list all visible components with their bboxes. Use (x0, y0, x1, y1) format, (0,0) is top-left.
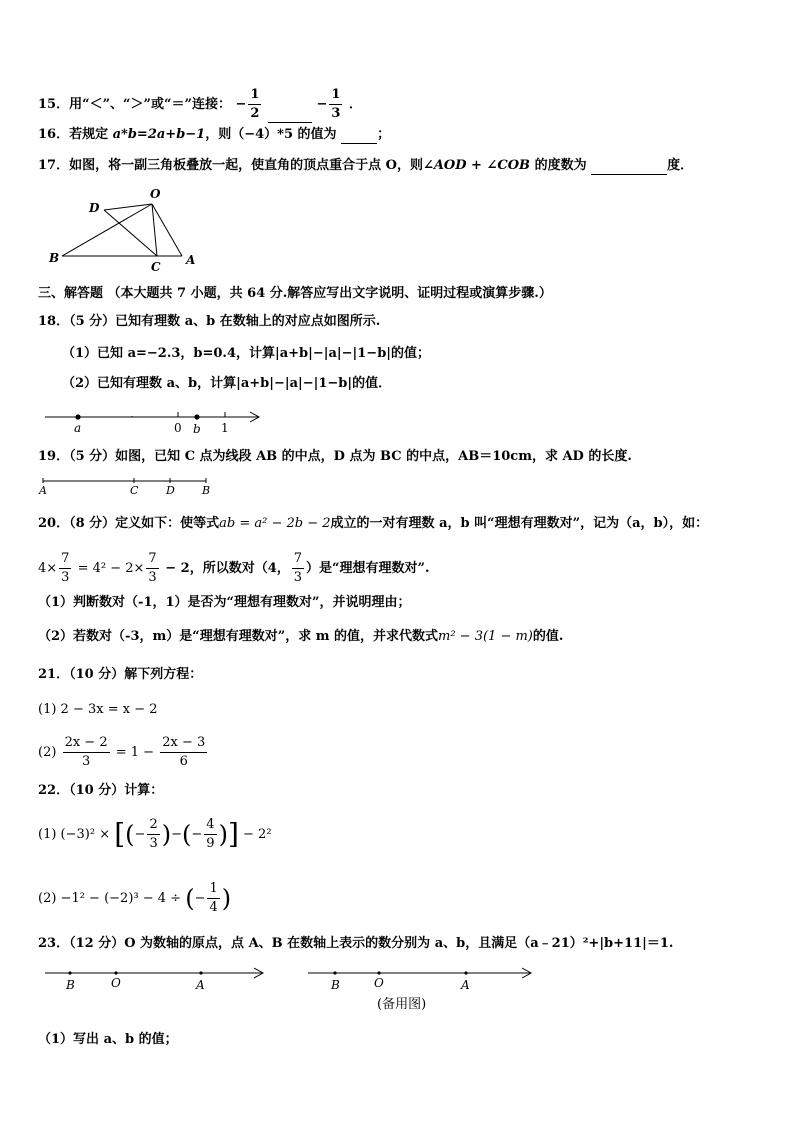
q21-equation-2: (2) $\frac{2x - 2}{3}$ = 1 − $\frac{2x - 3}{6}$ (38, 735, 206, 769)
seg-label-C: C (130, 484, 139, 497)
q23-backup-figure-caption: (备用图) (377, 997, 427, 1012)
question-23-title: 23．（12 分）O 为数轴的原点，点 A、B 在数轴上表示的数分别为 a、b，且满足（a﹣21）²+|b+11|＝1. (38, 936, 674, 951)
q16-expression: a*b=2a+b−1 (112, 127, 206, 142)
question-18-part-2: （2）已知有理数 a、b，计算|a+b|−|a|−|1−b|的值． (62, 376, 392, 391)
svg-text:A: A (196, 978, 205, 992)
svg-text:A: A (461, 978, 470, 992)
question-20-part-1: （1）判断数对（-1，1）是否为“理想有理数对”，并说明理由； (38, 595, 411, 610)
figure-17-triangles (40, 183, 210, 278)
question-22-title: 22．（10 分）计算： (38, 783, 164, 798)
label-A: A (186, 253, 196, 267)
axis-label-1: 1 (221, 421, 229, 435)
q20-equation: ab = a² − 2b − 2 (219, 516, 331, 531)
q19-segment-figure (38, 474, 218, 498)
q16-answer-blank[interactable] (341, 143, 377, 144)
question-23-part-1: （1）写出 a、b 的值； (38, 1032, 178, 1047)
svg-text:O: O (374, 976, 384, 990)
section-3-header: 三、解答题 （本大题共 7 小题，共 64 分.解答应写出文字说明、证明过程或演算步骤.） (38, 286, 552, 301)
seg-label-B: B (202, 484, 211, 497)
question-18-title: 18．（5 分）已知有理数 a、b 在数轴上的对应点如图所示. (38, 314, 381, 329)
question-17: 17．如图，将一副三角板叠放一起，使直角的顶点重合于点 O，则∠AOD + ∠COB 的度数为 度． (38, 158, 694, 173)
label-O: O (150, 187, 161, 201)
q23-number-line-1 (40, 964, 270, 992)
label-B: B (49, 251, 60, 265)
seg-label-A: A (39, 484, 47, 497)
axis-label-a: a (74, 421, 82, 435)
svg-text:O: O (111, 976, 121, 990)
q17-answer-blank[interactable] (591, 174, 667, 175)
question-20-example: 4× $\frac{7}{3}$ = 4² − 2× $\frac{7}{3}$ − 2，所以数对（4， $\frac{7}{3}$ ）是“理想有理数对”. (38, 551, 430, 585)
question-16: 16．若规定 a*b=2a+b−1，则（−4）*5 的值为 ； (38, 127, 391, 142)
q18-number-line (40, 405, 270, 435)
q22-expression-1: (1) (−3)² × [(− $\frac{2}{3}$ )−(− $\frac{4}{9}$ )] − 2² (38, 817, 272, 851)
question-20-line-1: 20．（8 分）定义如下：使等式ab = a² − 2b − 2成立的一对有理数 a，b 叫“理想有理数对”，记为（a，b），如： (38, 516, 709, 531)
question-21-title: 21．（10 分）解下列方程： (38, 667, 203, 682)
q22-expression-2: (2) −1² − (−2)³ − 4 ÷ (− $\frac{1}{4}$ ) (38, 881, 232, 915)
svg-text:B: B (331, 978, 340, 992)
q23-number-line-2 (303, 964, 538, 992)
axis-label-0: 0 (174, 421, 182, 435)
q15-fraction-2: $\frac{1}{3}$ (331, 87, 341, 121)
seg-label-D: D (166, 484, 175, 497)
q15-answer-blank[interactable] (268, 122, 312, 123)
question-19: 19．（5 分）如图，已知 C 点为线段 AB 的中点，D 点为 BC 的中点，AB＝10cm，求 AD 的长度. (38, 449, 632, 464)
svg-text:B: B (66, 978, 75, 992)
q15-prefix: 15．用“＜”、“＞”或“＝”连接： (38, 97, 231, 112)
question-20-part-2: （2）若数对（-3，m）是“理想有理数对”，求 m 的值，并求代数式m² − 3(1 − m)的值. (38, 629, 564, 644)
question-18-part-1: （1）已知 a=−2.3，b=0.4，计算|a+b|−|a|−|1−b|的值； (62, 346, 431, 361)
question-15: 15．用“＜”、“＞”或“＝”连接： − $\frac{1}{2}$ − $\frac{1}{3}$ ． (38, 87, 363, 121)
q21-equation-1: (1) 2 − 3x = x − 2 (38, 702, 158, 717)
label-C: C (151, 260, 161, 274)
q15-fraction-1: $\frac{1}{2}$ (250, 87, 260, 121)
label-D: D (89, 201, 100, 215)
axis-label-b: b (193, 422, 201, 435)
